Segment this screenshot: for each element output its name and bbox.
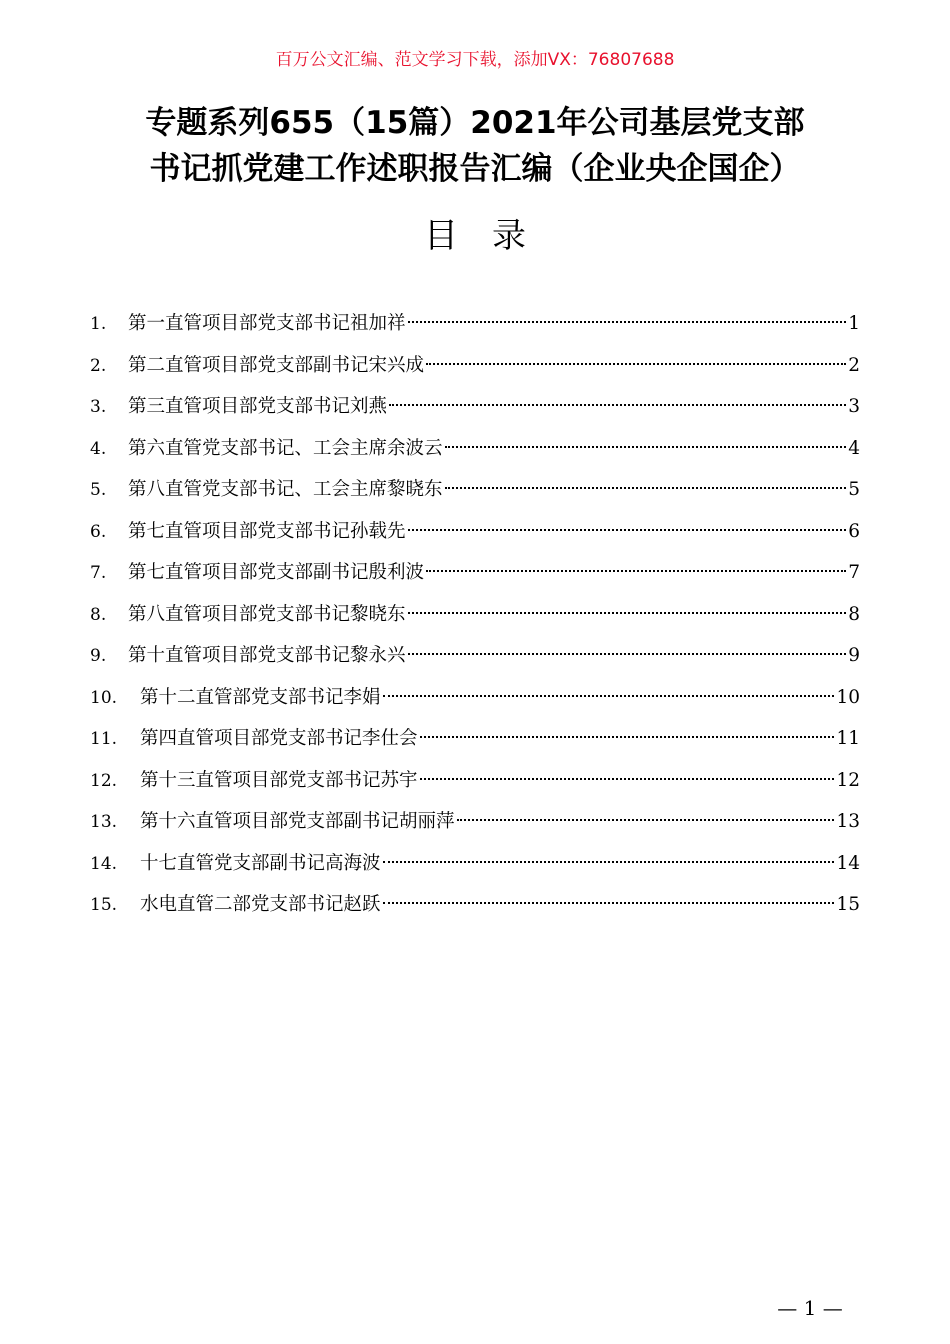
- toc-entry[interactable]: [90, 511, 860, 553]
- toc-entry-number: 9.: [90, 646, 107, 666]
- toc-entry-page: 12: [836, 769, 860, 791]
- toc-entry[interactable]: [90, 801, 860, 843]
- toc-entry-number: 1.: [90, 314, 107, 334]
- toc-entry[interactable]: [90, 303, 860, 345]
- toc-entry-title: 第七直管项目部党支部副书记殷利波: [128, 562, 425, 583]
- toc-dot-leader: [445, 446, 847, 448]
- toc-entry[interactable]: [90, 428, 860, 470]
- toc-entry-title: 第十二直管部党支部书记李娟: [140, 686, 381, 708]
- toc-entry-page: 8: [848, 603, 860, 625]
- toc-entry-page: 15: [836, 894, 860, 915]
- toc-entry[interactable]: [90, 386, 860, 428]
- toc-entry[interactable]: [90, 677, 860, 719]
- toc-entry-page: 1: [848, 313, 860, 334]
- header-note: 百万公文汇编、范文学习下载，添加VX：76807688: [275, 50, 675, 70]
- toc-entry[interactable]: [90, 345, 860, 387]
- page-number-footer: — 1 —: [777, 1296, 843, 1320]
- document-title: [60, 100, 890, 192]
- toc-entry[interactable]: [90, 843, 860, 885]
- toc-entry-page: 9: [848, 645, 860, 666]
- toc-dot-leader: [383, 902, 835, 904]
- toc-entry-number: 8.: [90, 604, 107, 625]
- toc-entry[interactable]: [90, 469, 860, 511]
- toc-entry-number: 6.: [90, 521, 107, 542]
- document-title-line-2: 书记抓党建工作述职报告汇编（企业央企国企）: [149, 151, 801, 187]
- toc-entry-page: 3: [848, 396, 860, 417]
- toc-entry-page: 10: [836, 686, 860, 708]
- table-of-contents: [90, 303, 860, 926]
- toc-dot-leader: [426, 363, 846, 365]
- toc-entry-page: 11: [836, 728, 860, 749]
- toc-entry-title: 第十直管项目部党支部书记黎永兴: [128, 645, 406, 666]
- toc-entry-number: 13.: [90, 812, 118, 832]
- toc-entry-number: 15.: [90, 895, 118, 915]
- toc-dot-leader: [408, 529, 847, 531]
- toc-entry-page: 4: [848, 437, 860, 459]
- toc-entry-title: 十七直管党支部副书记高海波: [140, 852, 381, 874]
- toc-entry[interactable]: [90, 760, 860, 802]
- toc-entry-title: 第十三直管项目部党支部书记苏宇: [140, 769, 418, 791]
- toc-dot-leader: [426, 570, 846, 572]
- toc-entry-page: 2: [848, 354, 860, 376]
- toc-entry-page: 5: [848, 479, 860, 500]
- toc-entry[interactable]: [90, 552, 860, 594]
- toc-entry-number: 4.: [90, 438, 107, 459]
- toc-entry-title: 第四直管项目部党支部书记李仕会: [140, 728, 418, 749]
- toc-entry-title: 第二直管项目部党支部副书记宋兴成: [128, 354, 425, 376]
- toc-dot-leader: [420, 736, 835, 738]
- toc-entry-page: 7: [848, 562, 860, 583]
- toc-entry-number: 2.: [90, 355, 107, 376]
- toc-entry-number: 12.: [90, 770, 118, 791]
- toc-dot-leader: [408, 321, 847, 323]
- toc-entry[interactable]: [90, 718, 860, 760]
- toc-entry-title: 第八直管党支部书记、工会主席黎晓东: [128, 479, 443, 500]
- toc-entry-title: 水电直管二部党支部书记赵跃: [140, 894, 381, 915]
- toc-dot-leader: [420, 778, 835, 780]
- toc-entry[interactable]: [90, 884, 860, 926]
- toc-entry-number: 5.: [90, 480, 107, 500]
- toc-entry-number: 14.: [90, 853, 118, 874]
- toc-entry-number: 3.: [90, 397, 107, 417]
- toc-entry-title: 第一直管项目部党支部书记祖加祥: [128, 313, 406, 334]
- toc-entry-title: 第七直管项目部党支部书记孙载先: [128, 520, 406, 542]
- toc-entry-page: 6: [848, 520, 860, 542]
- toc-entry-title: 第八直管项目部党支部书记黎晓东: [128, 603, 406, 625]
- toc-dot-leader: [457, 819, 835, 821]
- toc-dot-leader: [383, 695, 835, 697]
- toc-entry-title: 第三直管项目部党支部书记刘燕: [128, 396, 388, 417]
- toc-entry-title: 第六直管党支部书记、工会主席余波云: [128, 437, 443, 459]
- toc-entry-number: 11.: [90, 729, 118, 749]
- toc-dot-leader: [408, 612, 847, 614]
- toc-entry-title: 第十六直管项目部党支部副书记胡丽萍: [140, 811, 455, 832]
- toc-dot-leader: [383, 861, 835, 863]
- toc-entry-page: 14: [836, 852, 860, 874]
- toc-heading: 目 录: [424, 216, 526, 256]
- toc-dot-leader: [408, 653, 847, 655]
- toc-entry[interactable]: [90, 635, 860, 677]
- toc-entry-number: 7.: [90, 563, 107, 583]
- toc-entry-page: 13: [836, 811, 860, 832]
- toc-dot-leader: [445, 487, 847, 489]
- toc-entry[interactable]: [90, 594, 860, 636]
- document-title-line-1: 专题系列655（15篇）2021年公司基层党支部: [145, 105, 805, 141]
- toc-entry-number: 10.: [90, 687, 118, 708]
- toc-dot-leader: [389, 404, 846, 406]
